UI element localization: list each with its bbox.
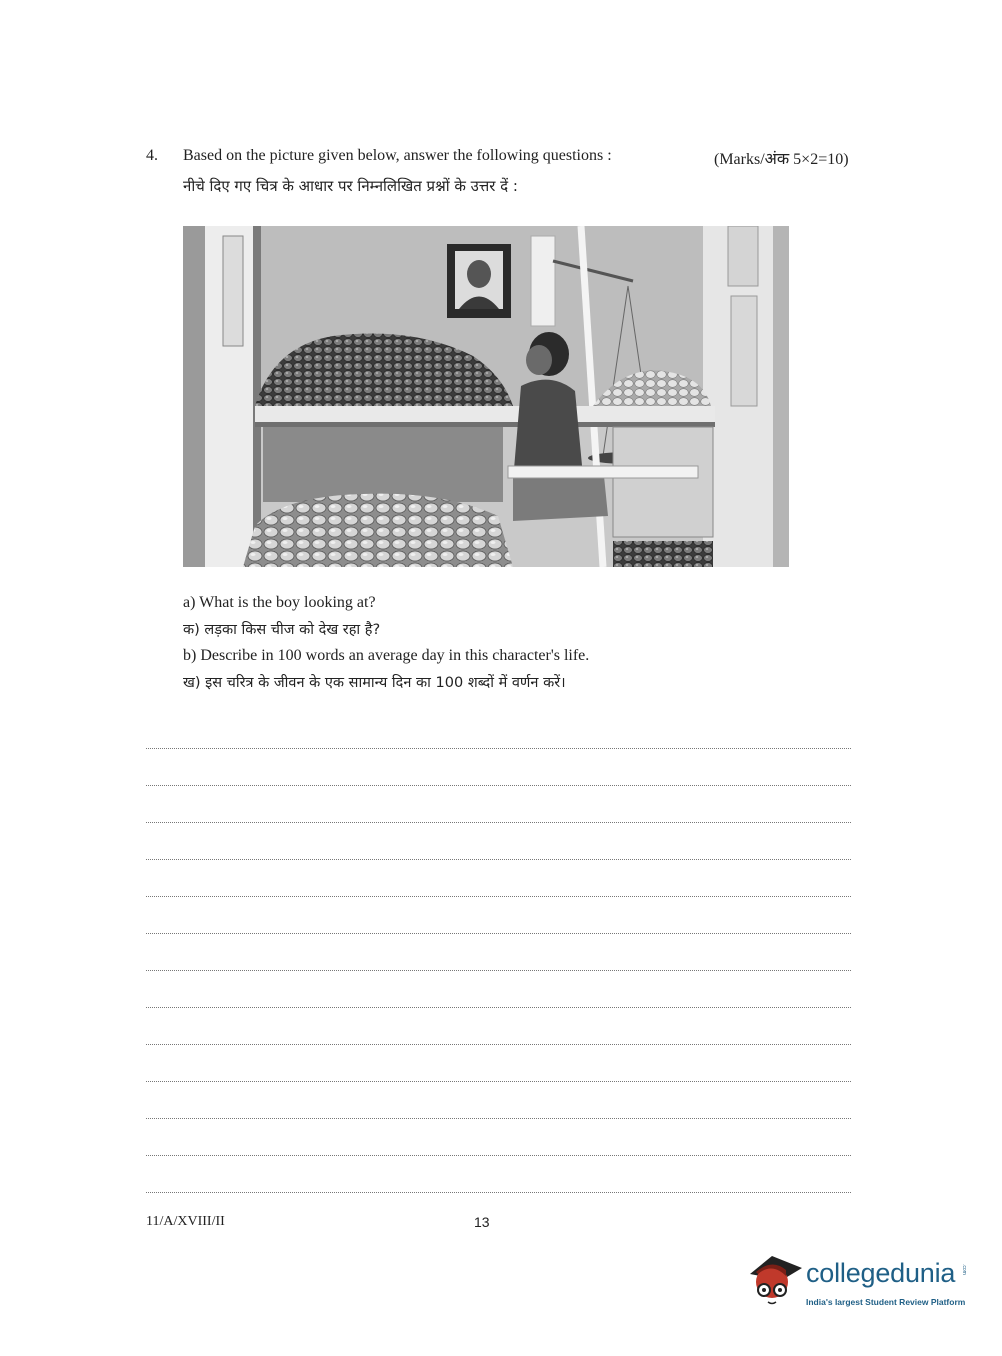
brand-tagline: India's largest Student Review Platform [806, 1297, 966, 1307]
collegedunia-mascot-icon [742, 1250, 806, 1312]
brand-name: collegedunia [806, 1258, 956, 1288]
question-number: 4. [146, 147, 158, 164]
answer-line [146, 823, 851, 860]
question-text: Based on the picture given below, answer the following questions : [183, 147, 612, 164]
question-photo [183, 226, 789, 567]
answer-line [146, 1082, 851, 1119]
answer-line [146, 1008, 851, 1045]
answer-line [146, 1156, 851, 1193]
subquestion-a: a) What is the boy looking at? [183, 594, 376, 611]
subquestion-b-hindi: ख) इस चरित्र के जीवन के एक सामान्य दिन का 100 शब्दों में वर्णन करें। [183, 675, 566, 691]
answer-line [146, 1119, 851, 1156]
answer-lines [146, 712, 851, 1193]
vegetable-stall-image [183, 226, 789, 567]
question-text-hindi: नीचे दिए गए चित्र के आधार पर निम्नलिखित प्रश्नों के उत्तर दें : [183, 177, 518, 195]
subquestion-b: b) Describe in 100 words an average day in this character's life. [183, 647, 590, 664]
paper-code: 11/A/XVIII/II [146, 1214, 225, 1229]
answer-line [146, 897, 851, 934]
answer-line [146, 712, 851, 749]
answer-line [146, 934, 851, 971]
answer-line [146, 860, 851, 897]
subquestion-a-hindi: क) लड़का किस चीज को देख रहा है? [183, 622, 381, 638]
answer-line [146, 786, 851, 823]
brand-domain: .com [961, 1264, 967, 1275]
marks-label: (Marks/अंक 5×2=10) [714, 151, 849, 168]
answer-line [146, 971, 851, 1008]
answer-line [146, 749, 851, 786]
page-number: 13 [474, 1214, 490, 1230]
answer-line [146, 1045, 851, 1082]
